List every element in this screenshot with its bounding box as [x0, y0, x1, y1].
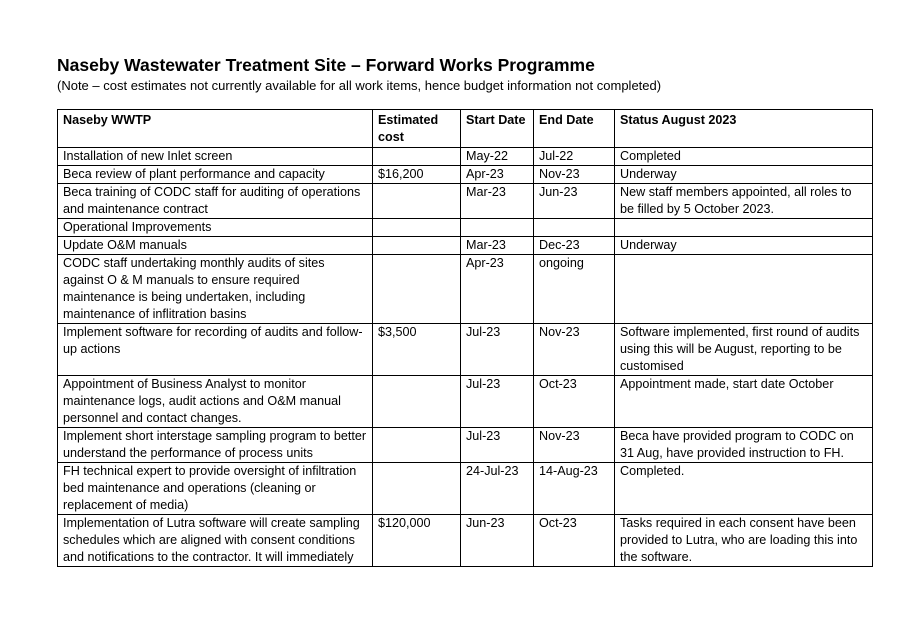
status-cell: [615, 219, 873, 237]
item-cell: CODC staff undertaking monthly audits of sites against O & M manuals to ensure required maintenance is being undertaken, including maintenance of inflitration basins: [58, 255, 373, 324]
status-cell: Tasks required in each consent have been provided to Lutra, who are loading this into the software.: [615, 515, 873, 567]
table-row: [58, 184, 873, 219]
item-cell: FH technical expert to provide oversight of infiltration bed maintenance and operations (cleaning or replacement of media): [58, 463, 373, 515]
header-estimated-cost: Estimated cost: [373, 110, 461, 148]
header-status: Status August 2023: [615, 110, 873, 148]
end-cell: Nov-23: [534, 428, 615, 463]
table-row: [58, 428, 873, 463]
status-cell: Completed.: [615, 463, 873, 515]
start-cell: 24-Jul-23: [461, 463, 534, 515]
header-start-date: Start Date: [461, 110, 534, 148]
table-row: [58, 255, 873, 324]
table-row: [58, 166, 873, 184]
end-cell: Oct-23: [534, 376, 615, 428]
cost-cell: $3,500: [373, 324, 461, 376]
cost-cell: $16,200: [373, 166, 461, 184]
end-cell: Nov-23: [534, 324, 615, 376]
end-cell: Jun-23: [534, 184, 615, 219]
cost-cell: [373, 148, 461, 166]
table-row: [58, 148, 873, 166]
table-row: [58, 463, 873, 515]
table-header-row: [58, 110, 873, 148]
cost-cell: [373, 376, 461, 428]
start-cell: Jun-23: [461, 515, 534, 567]
start-cell: Mar-23: [461, 184, 534, 219]
end-cell: Nov-23: [534, 166, 615, 184]
end-cell: Jul-22: [534, 148, 615, 166]
document-title: Naseby Wastewater Treatment Site – Forward Works Programme: [57, 55, 595, 75]
status-cell: Underway: [615, 166, 873, 184]
status-cell: Appointment made, start date October: [615, 376, 873, 428]
start-cell: Jul-23: [461, 428, 534, 463]
item-cell: Implement short interstage sampling program to better understand the performance of process units: [58, 428, 373, 463]
cost-cell: [373, 463, 461, 515]
cost-cell: [373, 219, 461, 237]
status-cell: Completed: [615, 148, 873, 166]
header-item: Naseby WWTP: [58, 110, 373, 148]
start-cell: May-22: [461, 148, 534, 166]
cost-cell: $120,000: [373, 515, 461, 567]
end-cell: ongoing: [534, 255, 615, 324]
cost-cell: [373, 184, 461, 219]
start-cell: Apr-23: [461, 166, 534, 184]
cost-cell: [373, 237, 461, 255]
section-row: [58, 219, 873, 237]
header-end-date: End Date: [534, 110, 615, 148]
table-row: [58, 237, 873, 255]
document-note: (Note – cost estimates not currently available for all work items, hence budget information not completed): [57, 78, 662, 93]
item-cell: Appointment of Business Analyst to monitor maintenance logs, audit actions and O&M manual personnel and contact changes.: [58, 376, 373, 428]
item-cell: Implement software for recording of audits and follow-up actions: [58, 324, 373, 376]
item-cell: Beca review of plant performance and capacity: [58, 166, 373, 184]
item-cell: Beca training of CODC staff for auditing of operations and maintenance contract: [58, 184, 373, 219]
item-cell: Update O&M manuals: [58, 237, 373, 255]
status-cell: Underway: [615, 237, 873, 255]
works-programme-table: [57, 109, 873, 567]
cost-cell: [373, 428, 461, 463]
section-heading: Operational Improvements: [58, 219, 373, 237]
item-cell: Implementation of Lutra software will create sampling schedules which are aligned with consent conditions and notifications to the contractor. It will immediately: [58, 515, 373, 567]
start-cell: Jul-23: [461, 376, 534, 428]
end-cell: 14-Aug-23: [534, 463, 615, 515]
cost-cell: [373, 255, 461, 324]
end-cell: Dec-23: [534, 237, 615, 255]
start-cell: Mar-23: [461, 237, 534, 255]
start-cell: [461, 219, 534, 237]
table-row: [58, 376, 873, 428]
start-cell: Jul-23: [461, 324, 534, 376]
status-cell: [615, 255, 873, 324]
status-cell: Beca have provided program to CODC on 31 Aug, have provided instruction to FH.: [615, 428, 873, 463]
table-row: [58, 515, 873, 567]
end-cell: Oct-23: [534, 515, 615, 567]
start-cell: Apr-23: [461, 255, 534, 324]
status-cell: New staff members appointed, all roles to be filled by 5 October 2023.: [615, 184, 873, 219]
end-cell: [534, 219, 615, 237]
table-row: [58, 324, 873, 376]
status-cell: Software implemented, first round of audits using this will be August, reporting to be customised: [615, 324, 873, 376]
item-cell: Installation of new Inlet screen: [58, 148, 373, 166]
